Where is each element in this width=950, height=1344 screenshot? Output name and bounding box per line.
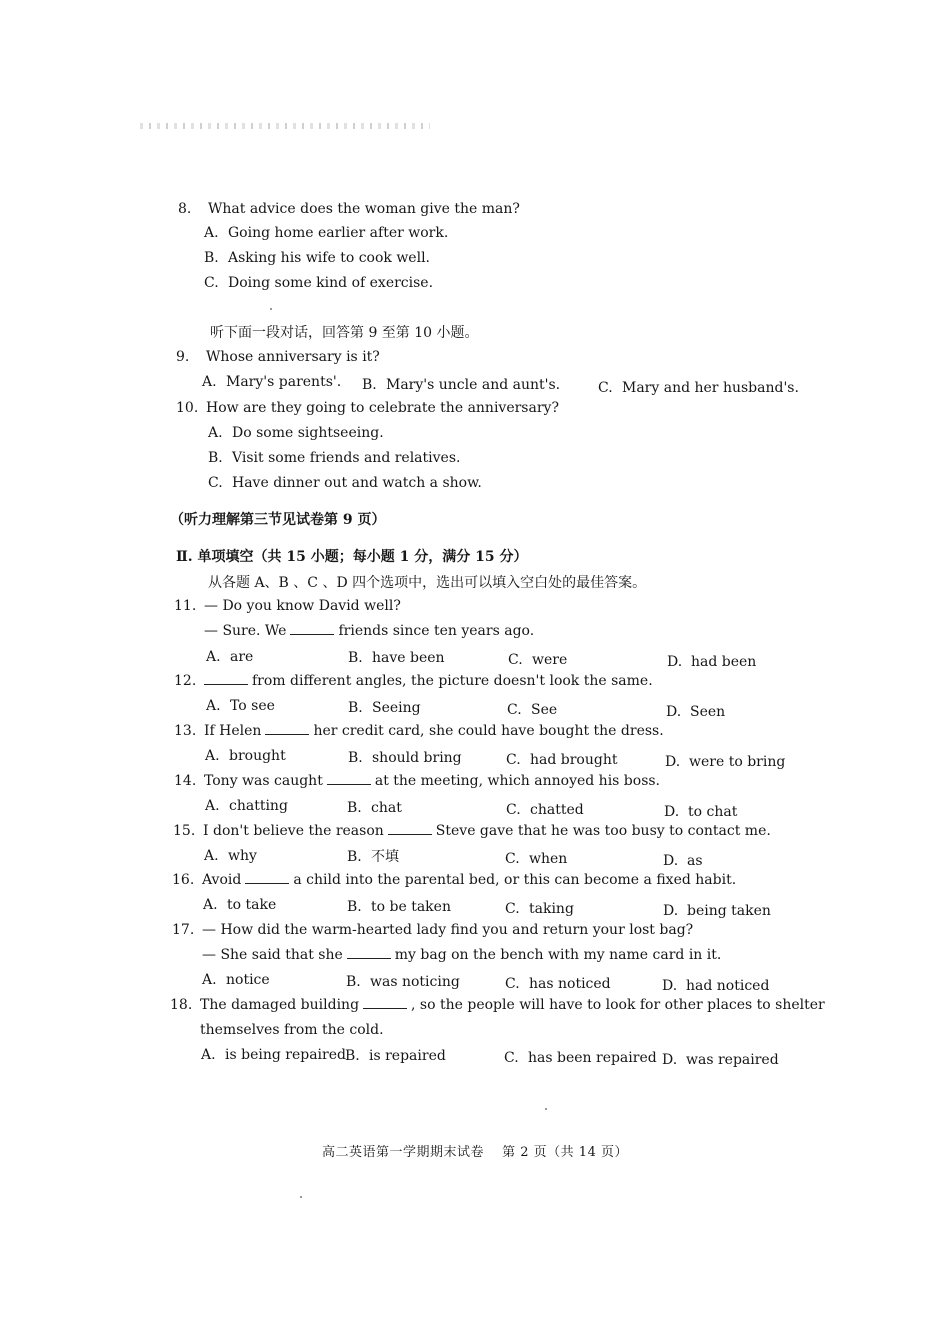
q14-option-a: A. chatting bbox=[205, 798, 288, 814]
q17-option-c: C. has noticed bbox=[505, 976, 611, 992]
answer-blank bbox=[204, 672, 248, 685]
question-14: 14. Tony was caught at the meeting, which annoyed his boss. bbox=[174, 773, 661, 789]
q16-option-b: B. to be taken bbox=[347, 899, 451, 915]
q14-option-b: B. chat bbox=[347, 800, 402, 816]
q13-option-b: B. should bring bbox=[348, 750, 462, 766]
section-instruction: 从各题 A、B 、C 、D 四个选项中，选出可以填入空白处的最佳答案。 bbox=[208, 575, 647, 591]
q14-option-c: C. chatted bbox=[506, 802, 584, 818]
q11-option-a: A. are bbox=[206, 649, 254, 665]
section-title: Ⅱ. 单项填空（共 15 小题；每小题 1 分，满分 15 分） bbox=[176, 549, 528, 565]
answer-blank bbox=[290, 622, 334, 635]
question-11: 11. — Do you know David well? bbox=[174, 598, 401, 614]
question-18-line2: themselves from the cold. bbox=[200, 1022, 384, 1038]
q11-option-c: C. were bbox=[508, 652, 568, 668]
q15-option-a: A. why bbox=[204, 848, 257, 864]
q8-option-b: B. Asking his wife to cook well. bbox=[204, 250, 431, 266]
answer-blank bbox=[245, 871, 289, 884]
question-9: 9. Whose anniversary is it? bbox=[176, 349, 380, 365]
question-8: 8. What advice does the woman give the man? bbox=[178, 201, 520, 217]
q8-option-a: A. Going home earlier after work. bbox=[204, 225, 449, 241]
q11-option-d: D. had been bbox=[667, 654, 757, 670]
question-15: 15. I don't believe the reason Steve gave that he was too busy to contact me. bbox=[173, 823, 771, 839]
question-17-line2: — She said that she my bag on the bench with my name card in it. bbox=[202, 947, 722, 963]
q9-option-b: B. Mary's uncle and aunt's. bbox=[362, 377, 561, 393]
question-17: 17. — How did the warm-hearted lady find you and return your lost bag? bbox=[172, 922, 694, 938]
scan-speck bbox=[545, 1108, 547, 1110]
listening-note: （听力理解第三节见试卷第 9 页） bbox=[170, 512, 386, 528]
q12-option-c: C. See bbox=[507, 702, 558, 718]
page-footer: 高二英语第一学期期末试卷 第 2 页（共 14 页） bbox=[322, 1145, 628, 1160]
q10-option-b: B. Visit some friends and relatives. bbox=[208, 450, 461, 466]
q16-option-a: A. to take bbox=[203, 897, 277, 913]
q18-option-d: D. was repaired bbox=[662, 1052, 779, 1068]
scan-speck bbox=[270, 308, 272, 310]
q9-option-c: C. Mary and her husband's. bbox=[598, 380, 799, 396]
answer-blank bbox=[327, 772, 371, 785]
question-12: 12. from different angles, the picture doesn't look the same. bbox=[174, 673, 653, 689]
q12-option-a: A. To see bbox=[206, 698, 275, 714]
scan-artifact bbox=[140, 123, 430, 129]
q14-option-d: D. to chat bbox=[664, 804, 738, 820]
question-13: 13. If Helen her credit card, she could have bought the dress. bbox=[174, 723, 664, 739]
q15-option-c: C. when bbox=[505, 851, 568, 867]
q15-option-d: D. as bbox=[663, 853, 703, 869]
answer-blank bbox=[347, 946, 391, 959]
answer-blank bbox=[388, 822, 432, 835]
q8-option-c: C. Doing some kind of exercise. bbox=[204, 275, 434, 291]
q12-option-b: B. Seeing bbox=[348, 700, 421, 716]
q13-option-a: A. brought bbox=[205, 748, 286, 764]
q18-option-a: A. is being repaired bbox=[201, 1047, 346, 1063]
q12-option-d: D. Seen bbox=[666, 704, 726, 720]
q17-option-a: A. notice bbox=[202, 972, 270, 988]
q18-option-c: C. has been repaired bbox=[504, 1050, 657, 1066]
q11-option-b: B. have been bbox=[348, 650, 445, 666]
instruction-9-10: 听下面一段对话，回答第 9 至第 10 小题。 bbox=[210, 325, 479, 341]
answer-blank bbox=[265, 722, 309, 735]
q13-option-d: D. were to bring bbox=[665, 754, 786, 770]
scan-speck bbox=[300, 1196, 302, 1198]
q10-option-a: A. Do some sightseeing. bbox=[208, 425, 384, 441]
question-18: 18. The damaged building , so the people will have to look for other places to shelter bbox=[170, 997, 825, 1013]
q16-option-d: D. being taken bbox=[663, 903, 771, 919]
question-10: 10. How are they going to celebrate the anniversary? bbox=[176, 400, 559, 416]
q10-option-c: C. Have dinner out and watch a show. bbox=[208, 475, 482, 491]
q9-option-a: A. Mary's parents'. bbox=[202, 374, 342, 390]
q15-option-b: B. 不填 bbox=[347, 849, 399, 865]
q16-option-c: C. taking bbox=[505, 901, 574, 917]
q13-option-c: C. had brought bbox=[506, 752, 618, 768]
question-11-line2: — Sure. We friends since ten years ago. bbox=[204, 623, 535, 639]
question-16: 16. Avoid a child into the parental bed, or this can become a fixed habit. bbox=[172, 872, 737, 888]
q17-option-d: D. had noticed bbox=[662, 978, 770, 994]
q17-option-b: B. was noticing bbox=[346, 974, 460, 990]
answer-blank bbox=[363, 996, 407, 1009]
q18-option-b: B. is repaired bbox=[345, 1048, 446, 1064]
